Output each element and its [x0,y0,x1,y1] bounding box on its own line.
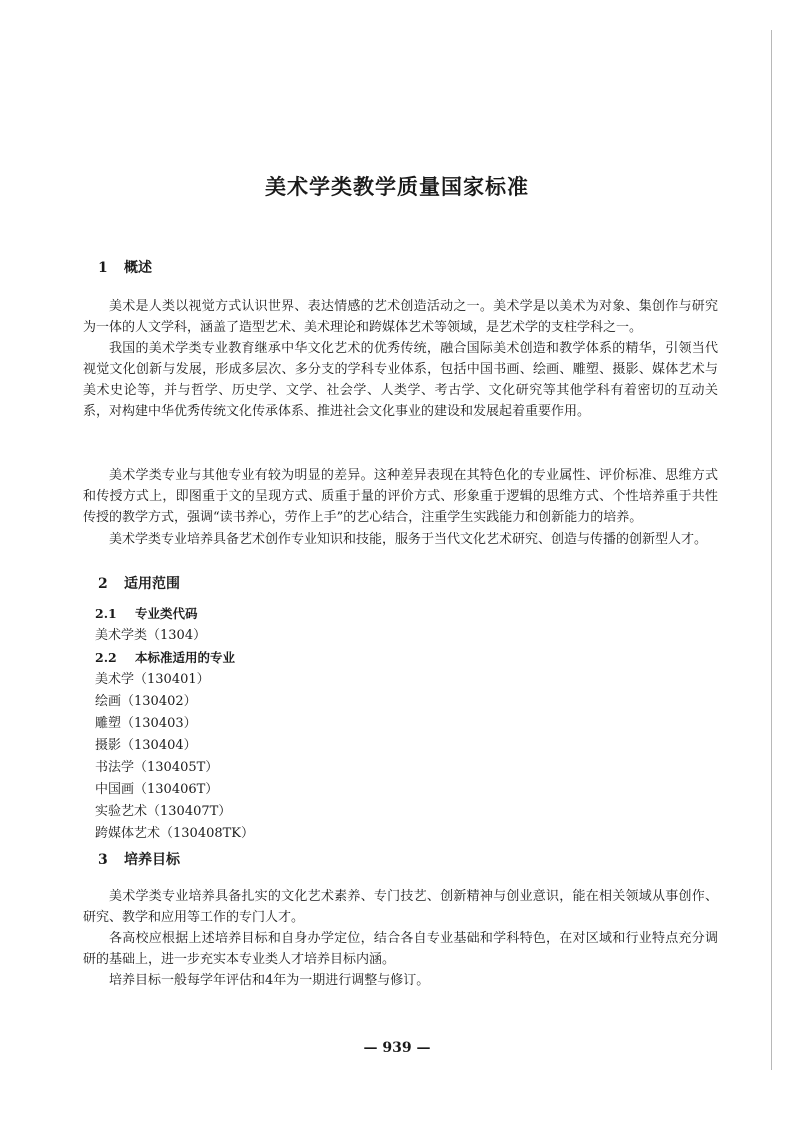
document-title: 美术学类教学质量国家标准 [265,174,529,199]
section-1-paragraph-4: 美术学类专业培养具备艺术创作专业知识和技能，服务于当代文化艺术研究、创造与传播的创新型人才。 [109,532,708,547]
section-2-heading [98,574,180,594]
section-1-heading [98,258,152,278]
page-number: — 939 — [363,1040,431,1056]
list-item: 绘画（130402） [95,694,197,709]
section-number: 2 [98,576,108,592]
list-item: 跨媒体艺术（130408TK） [95,826,255,841]
section-1-paragraph-2: 我国的美术学类专业教育继承中华文化艺术的优秀传统，融合国际美术创造和教学体系的精华，引领当代视觉文化创新与发展，形成多层次、多分支的学科专业体系，包括中国书画、绘画、雕塑、摄影、媒体艺术与美术史论等，并与哲学、历史学、文学、社会学、人类学、考古学、文化研究等其他学科有着密切的互动关系，对构建中华优秀传统文化传承体系、推进社会文化事业的建设和发展起着重要作用。 [83,341,718,419]
section-title: 概述 [124,260,152,276]
subsection-2-1-heading [95,604,198,624]
section-title: 适用范围 [124,576,180,592]
subsection-number: 2.2 [95,650,117,665]
section-3-paragraph-3: 培养目标一般每学年评估和4年为一期进行调整与修订。 [109,973,430,988]
list-item: 中国画（130406T） [95,782,219,797]
subsection-title: 专业类代码 [135,606,198,621]
list-item: 美术学（130401） [95,672,210,687]
section-1-paragraph-3: 美术学类专业与其他专业有较为明显的差异。这种差异表现在其特色化的专业属性、评价标准、思维方式和传授方式上，即图重于文的呈现方式、质重于量的评价方式、形象重于逻辑的思维方式、个性培养重于共性传授的教学方式，强调“读书养心，劳作上手”的艺心结合，注重学生实践能力和创新能力的培养。 [83,468,718,525]
list-item: 摄影（130404） [95,738,197,753]
subsection-number: 2.1 [95,606,117,621]
section-3-paragraph-2: 各高校应根据上述培养目标和自身办学定位，结合各自专业基础和学科特色，在对区域和行业特点充分调研的基础上，进一步充实本专业类人才培养目标内涵。 [83,931,718,967]
list-item: 实验艺术（130407T） [95,804,232,819]
list-item: 书法学（130405T） [95,760,219,775]
list-item: 美术学类（1304） [95,628,207,643]
subsection-2-2-heading [95,648,235,668]
list-item: 雕塑（130403） [95,716,197,731]
section-number: 3 [98,852,108,868]
section-3-paragraph-1: 美术学类专业培养具备扎实的文化艺术素养、专门技艺、创新精神与创业意识，能在相关领域从事创作、研究、教学和应用等工作的专门人才。 [83,889,718,925]
section-number: 1 [98,260,108,276]
section-3-heading [98,850,180,870]
subsection-title: 本标准适用的专业 [135,650,236,665]
section-title: 培养目标 [124,852,180,868]
section-1-paragraph-1: 美术是人类以视觉方式认识世界、表达情感的艺术创造活动之一。美术学是以美术为对象、集创作与研究为一体的人文学科，涵盖了造型艺术、美术理论和跨媒体艺术等领域，是艺术学的支柱学科之一。 [83,299,718,335]
